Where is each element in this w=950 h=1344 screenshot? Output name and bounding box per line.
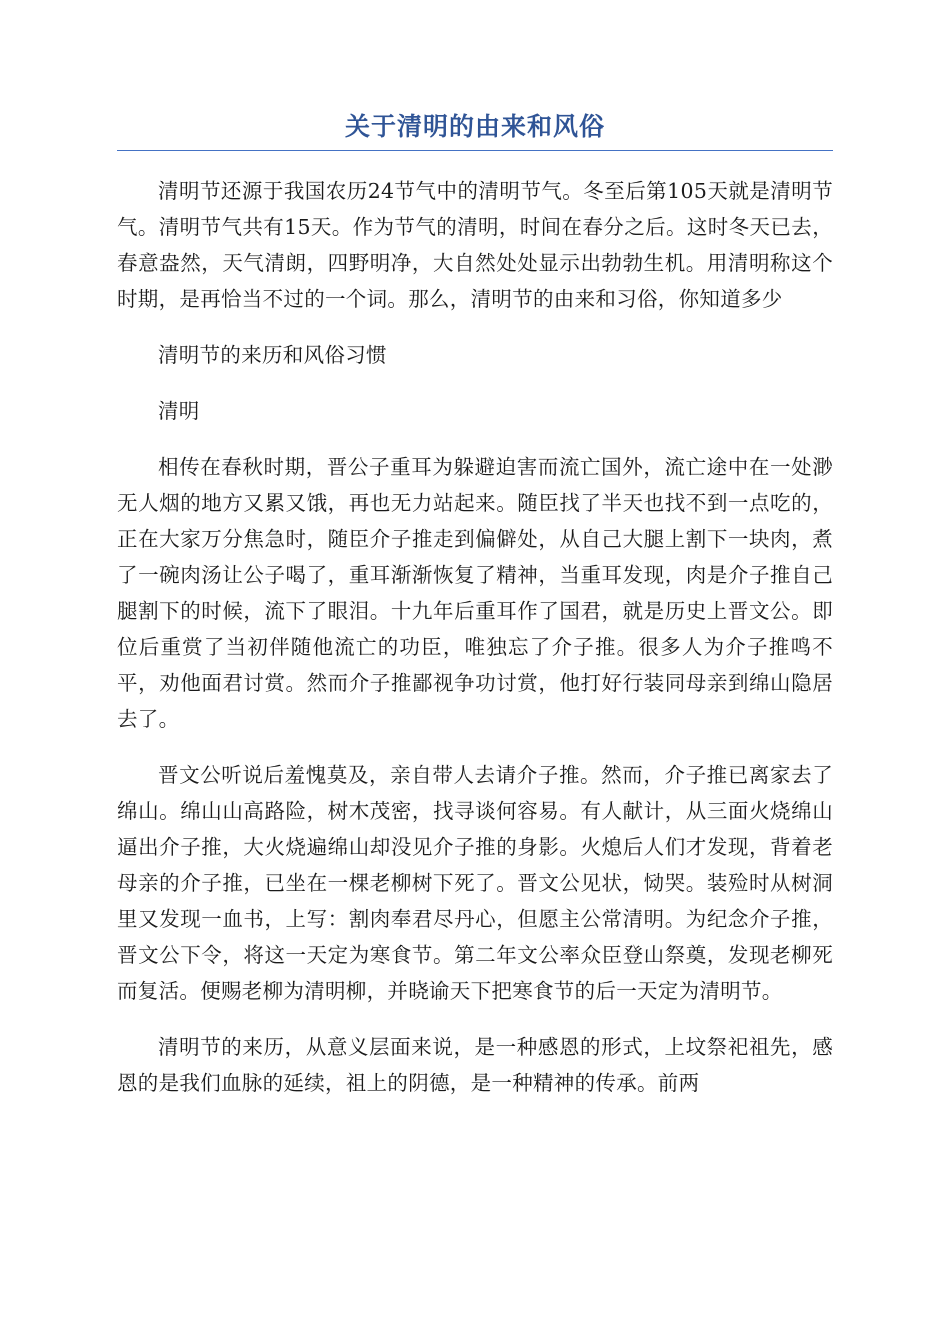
meaning-paragraph: 清明节的来历，从意义层面来说，是一种感恩的形式，上坟祭祀祖先，感恩的是我们血脉的延续，祖上的阴德，是一种精神的传承。前两 <box>117 1035 833 1095</box>
intro-paragraph: 清明节还源于我国农历24节气中的清明节气。冬至后第105天就是清明节气。清明节气共有15天。作为节气的清明，时间在春分之后。这时冬天已去，春意盎然，天气清朗，四野明净，大自然处处显示出勃勃生机。用清明称这个时期，是再恰当不过的一个词。那么，清明节的由来和习俗，你知道多少 <box>117 179 833 311</box>
section-heading: 清明节的来历和风俗习惯 <box>158 343 387 367</box>
document-title: 关于清明的由来和风俗 <box>117 110 833 151</box>
subsection-heading: 清明 <box>158 399 200 423</box>
story-paragraph-2: 晋文公听说后羞愧莫及，亲自带人去请介子推。然而，介子推已离家去了绵山。绵山山高路险，树木茂密，找寻谈何容易。有人献计，从三面火烧绵山逼出介子推，大火烧遍绵山却没见介子推的身影。火熄后人们才发现，背着老母亲的介子推，已坐在一棵老柳树下死了。晋文公见状，恸哭。装殓时从树洞里又发现一血书，上写：割肉奉君尽丹心，但愿主公常清明。为纪念介子推，晋文公下令，将这一天定为寒食节。第二年文公率众臣登山祭奠，发现老柳死而复活。便赐老柳为清明柳，并晓谕天下把寒食节的后一天定为清明节。 <box>117 763 833 1003</box>
document-page <box>117 110 833 1121</box>
story-paragraph-1: 相传在春秋时期，晋公子重耳为躲避迫害而流亡国外，流亡途中在一处渺无人烟的地方又累又饿，再也无力站起来。随臣找了半天也找不到一点吃的，正在大家万分焦急时，随臣介子推走到偏僻处，从自己大腿上割下一块肉，煮了一碗肉汤让公子喝了，重耳渐渐恢复了精神，当重耳发现，肉是介子推自己腿割下的时候，流下了眼泪。十九年后重耳作了国君，就是历史上晋文公。即位后重赏了当初伴随他流亡的功臣，唯独忘了介子推。很多人为介子推鸣不平，劝他面君讨赏。然而介子推鄙视争功讨赏，他打好行装同母亲到绵山隐居去了。 <box>117 455 833 731</box>
document-body <box>117 173 833 1101</box>
